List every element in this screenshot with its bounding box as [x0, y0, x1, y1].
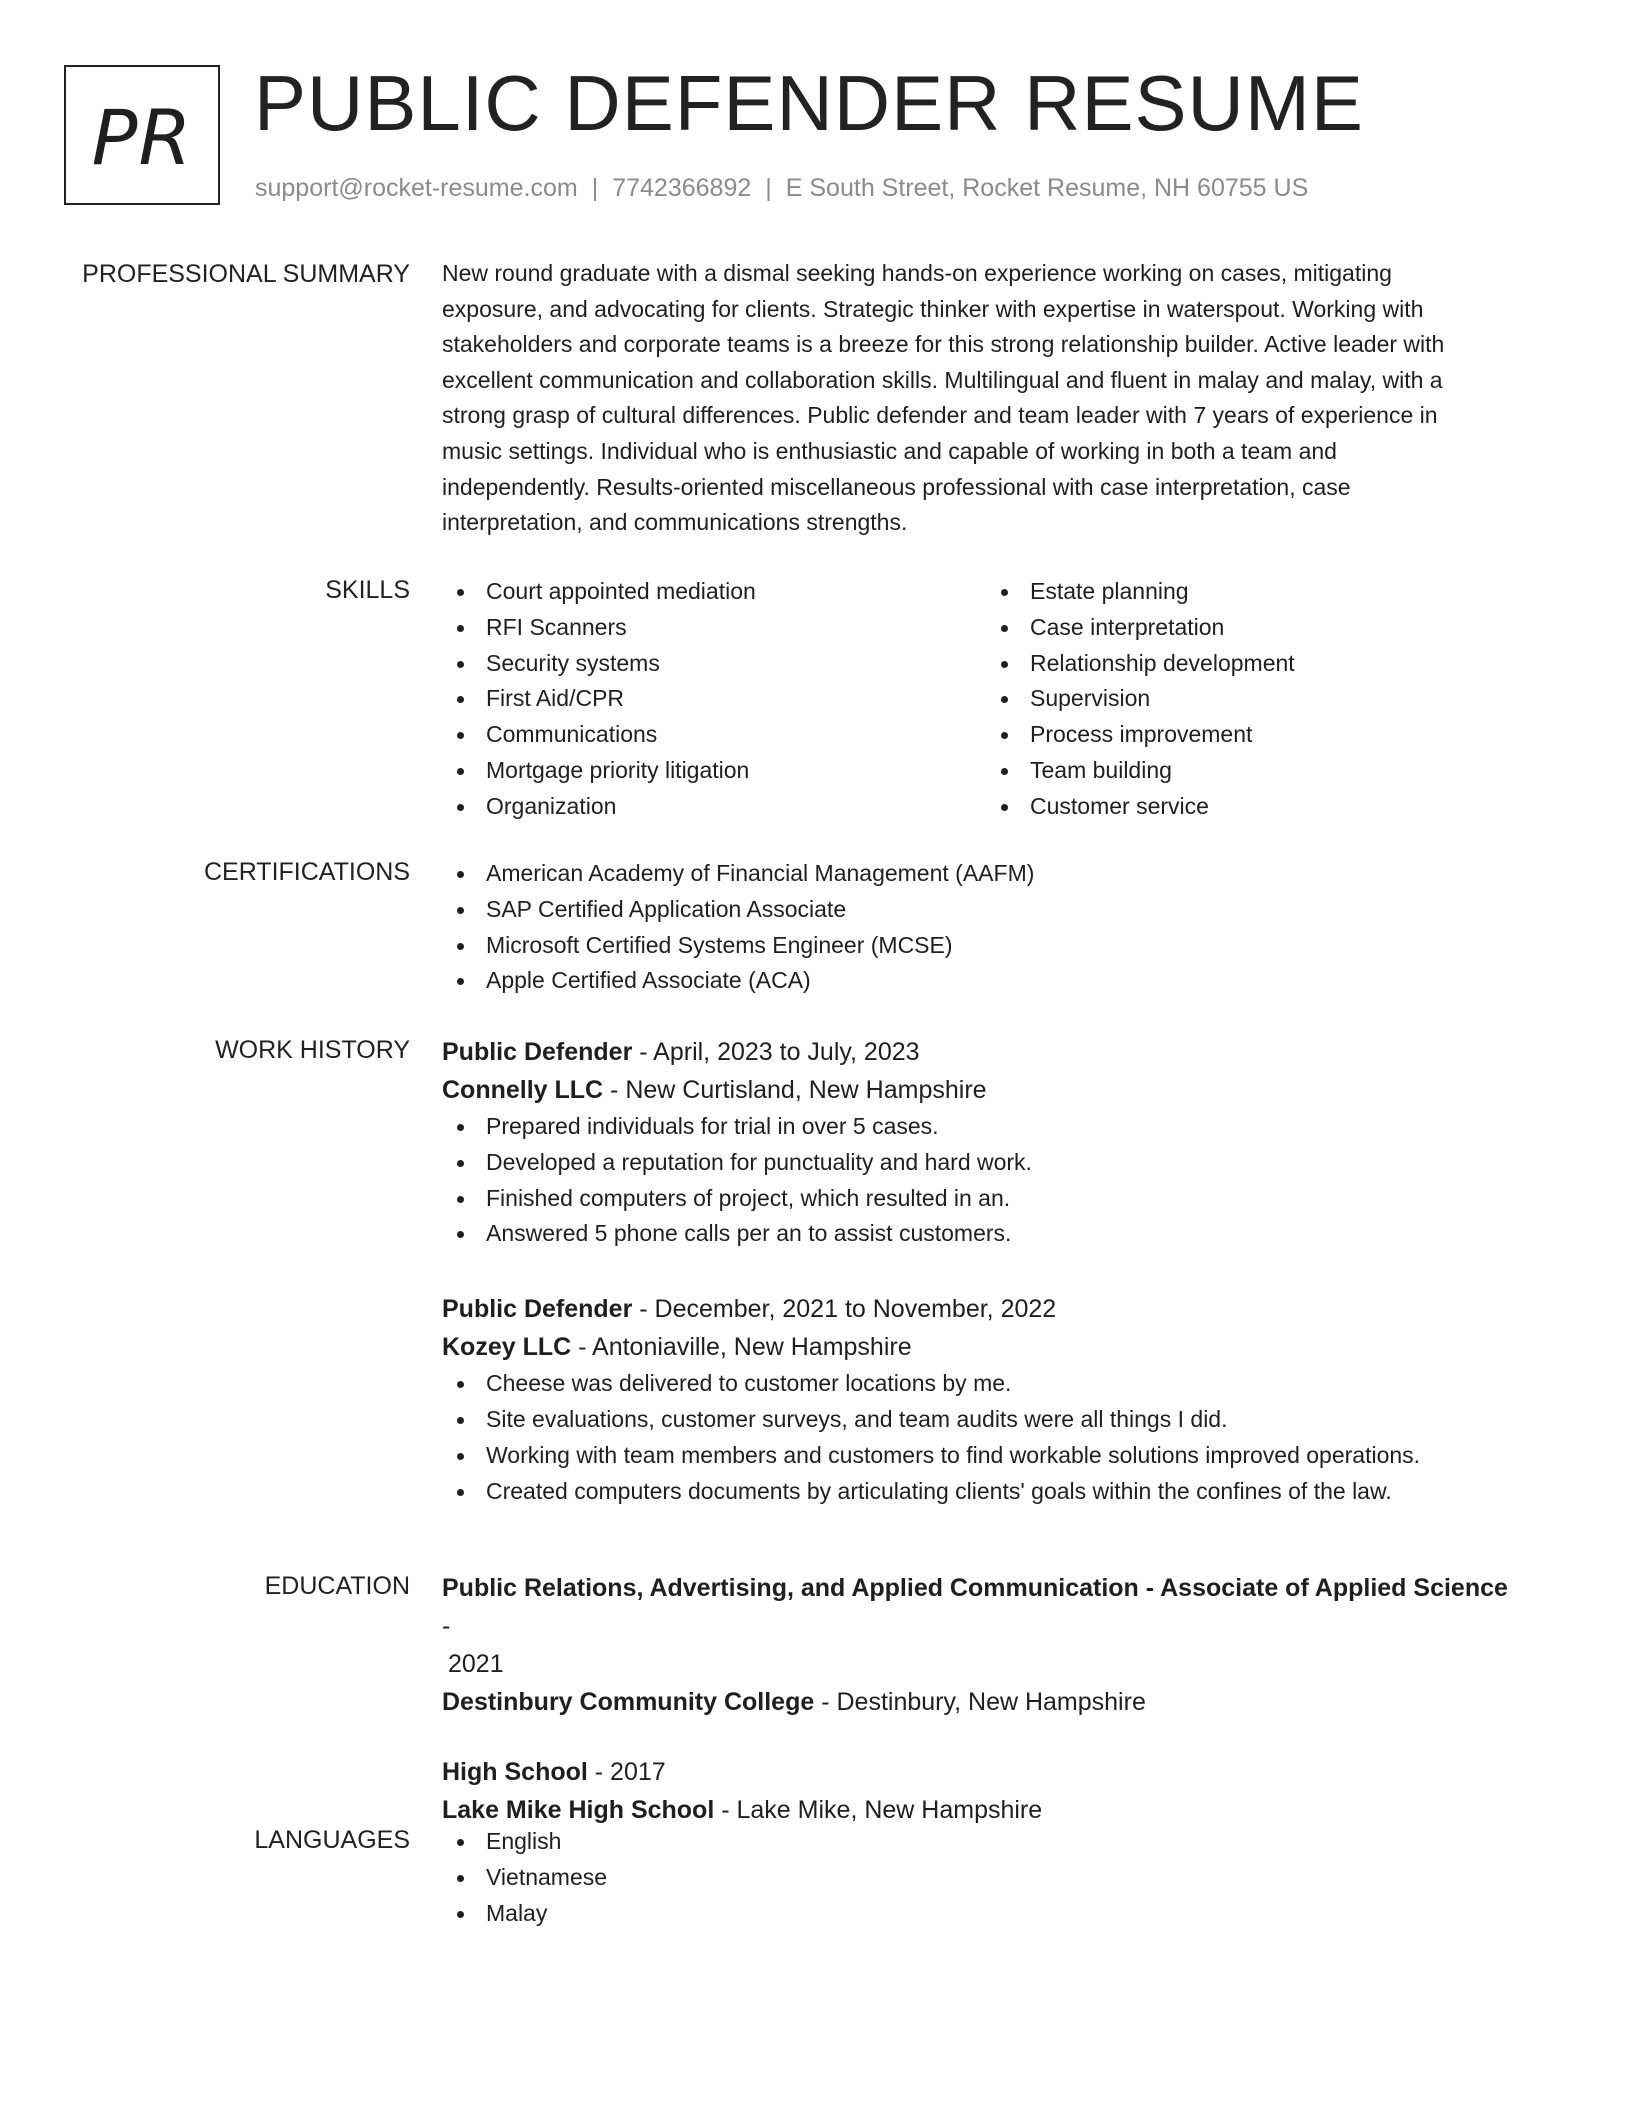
education-school: Lake Mike High School: [442, 1796, 715, 1824]
job-title: Public Defender: [442, 1295, 633, 1324]
education-dash: -: [587, 1758, 611, 1786]
job-duty-item: Answered 5 phone calls per an to assist customers.: [442, 1216, 1522, 1252]
job-company: Connelly LLC: [442, 1076, 604, 1104]
certification-item: SAP Certified Application Associate: [442, 892, 1522, 928]
language-item: English: [442, 1824, 1522, 1860]
education-location: - Lake Mike, New Hampshire: [714, 1796, 1043, 1824]
certifications-body: [442, 856, 1522, 999]
job-title-line: [442, 1033, 1522, 1071]
education-school-line: [442, 1683, 1522, 1721]
job-duty-item: Developed a reputation for punctuality and hard work.: [442, 1145, 1522, 1181]
section-heading: CERTIFICATIONS: [203, 858, 410, 886]
job-duties-list: [442, 1109, 1522, 1252]
education-location: - Destinbury, New Hampshire: [814, 1688, 1146, 1716]
summary-line: strong grasp of cultural differences. Public defender and team leader with 7 years of experience in: [442, 402, 1438, 429]
job-entry: [442, 1033, 1522, 1252]
job-duty-item: Site evaluations, customer surveys, and team audits were all things I did.: [442, 1402, 1522, 1438]
summary-body: [442, 256, 1522, 541]
job-dates: - April, 2023 to July, 2023: [632, 1038, 920, 1066]
education-school: Destinbury Community College: [442, 1688, 815, 1716]
skills-list-left: [442, 574, 986, 825]
skill-item: First Aid/CPR: [442, 681, 986, 717]
section-heading: LANGUAGES: [254, 1826, 410, 1854]
job-duty-item: Cheese was delivered to customer locations by me.: [442, 1366, 1522, 1402]
contact-line: [255, 174, 1308, 203]
skill-item: Case interpretation: [986, 610, 1506, 646]
section-heading: WORK HISTORY: [215, 1036, 410, 1064]
certification-item: Microsoft Certified Systems Engineer (MCSE): [442, 928, 1522, 964]
summary-line: stakeholders and corporate teams is a breeze for this strong relationship builder. Active leader with: [442, 331, 1445, 358]
job-location: - Antoniaville, New Hampshire: [571, 1333, 912, 1362]
skill-item: Customer service: [986, 789, 1506, 825]
languages-list: [442, 1824, 1522, 1931]
contact-separator: |: [591, 174, 599, 202]
job-duties-list: [442, 1366, 1522, 1509]
contact-email[interactable]: support@rocket-resume.com: [255, 174, 578, 202]
job-location: - New Curtisland, New Hampshire: [603, 1076, 987, 1104]
job-entry: [442, 1290, 1522, 1509]
summary-line: independently. Results-oriented miscellaneous professional with case interpretation, case: [442, 473, 1351, 500]
education-degree-line: [442, 1753, 1522, 1791]
certification-item: Apple Certified Associate (ACA): [442, 963, 1522, 999]
monogram-initials: PR: [91, 92, 193, 182]
job-title-line: [442, 1290, 1522, 1328]
section-heading: EDUCATION: [264, 1572, 410, 1600]
education-year: 2017: [610, 1758, 666, 1786]
skill-item: RFI Scanners: [442, 610, 986, 646]
skill-item: Relationship development: [986, 646, 1506, 682]
skills-list-right: [986, 574, 1506, 825]
section-heading: SKILLS: [325, 576, 410, 604]
education-degree: High School: [442, 1758, 588, 1786]
skill-item: Organization: [442, 789, 986, 825]
education-dash: -: [442, 1612, 451, 1640]
summary-line: exposure, and advocating for clients. Strategic thinker with expertise in waterspout. Working with: [442, 295, 1424, 322]
skill-item: Communications: [442, 717, 986, 753]
skill-item: Security systems: [442, 646, 986, 682]
skills-grid: [442, 574, 1522, 825]
education-entry: [442, 1753, 1522, 1829]
certification-item: American Academy of Financial Management (AAFM): [442, 856, 1522, 892]
job-duty-item: Created computers documents by articulating clients' goals within the confines of the law.: [442, 1474, 1522, 1510]
summary-line: music settings. Individual who is enthusiastic and capable of working in both a team and: [442, 437, 1337, 464]
language-item: Vietnamese: [442, 1860, 1522, 1896]
summary-line: New round graduate with a dismal seeking hands-on experience working on cases, mitigating: [442, 260, 1392, 286]
education-degree: Public Relations, Advertising, and Applied Communication - Associate of Applied Science: [442, 1574, 1508, 1602]
skill-item: Court appointed mediation: [442, 574, 986, 610]
summary-line: excellent communication and collaboration skills. Multilingual and fluent in malay and malay, with a: [442, 366, 1443, 393]
contact-address: E South Street, Rocket Resume, NH 60755 US: [785, 174, 1309, 202]
work-history-body: [442, 1033, 1522, 1509]
skill-item: Process improvement: [986, 717, 1506, 753]
skill-item: Estate planning: [986, 574, 1506, 610]
skill-item: Team building: [986, 753, 1506, 789]
job-dates: - December, 2021 to November, 2022: [632, 1295, 1057, 1324]
skill-item: Supervision: [986, 681, 1506, 717]
education-degree-line: [442, 1569, 1522, 1645]
education-body: [442, 1569, 1522, 1829]
skills-body: [442, 574, 1522, 825]
contact-phone[interactable]: 7742366892: [612, 174, 752, 202]
summary-line: interpretation, and communications strengths.: [442, 509, 908, 536]
skill-item: Mortgage priority litigation: [442, 753, 986, 789]
contact-separator: |: [765, 174, 772, 202]
education-year: 2021: [448, 1650, 504, 1678]
job-company: Kozey LLC: [442, 1333, 572, 1362]
summary-text: [442, 256, 1522, 541]
job-duty-item: Working with team members and customers to find workable solutions improved operations.: [442, 1438, 1522, 1474]
job-duty-item: Prepared individuals for trial in over 5 cases.: [442, 1109, 1522, 1145]
monogram-badge: [64, 65, 220, 205]
job-title: Public Defender: [442, 1038, 633, 1066]
education-entry: [442, 1569, 1522, 1721]
job-company-line: [442, 1071, 1522, 1109]
certifications-list: [442, 856, 1522, 999]
job-company-line: [442, 1328, 1522, 1366]
resume-title: PUBLIC DEFENDER RESUME: [254, 59, 1364, 147]
section-heading: PROFESSIONAL SUMMARY: [82, 260, 410, 288]
job-duty-item: Finished computers of project, which resulted in an.: [442, 1181, 1522, 1217]
languages-body: [442, 1824, 1522, 1931]
language-item: Malay: [442, 1896, 1522, 1932]
